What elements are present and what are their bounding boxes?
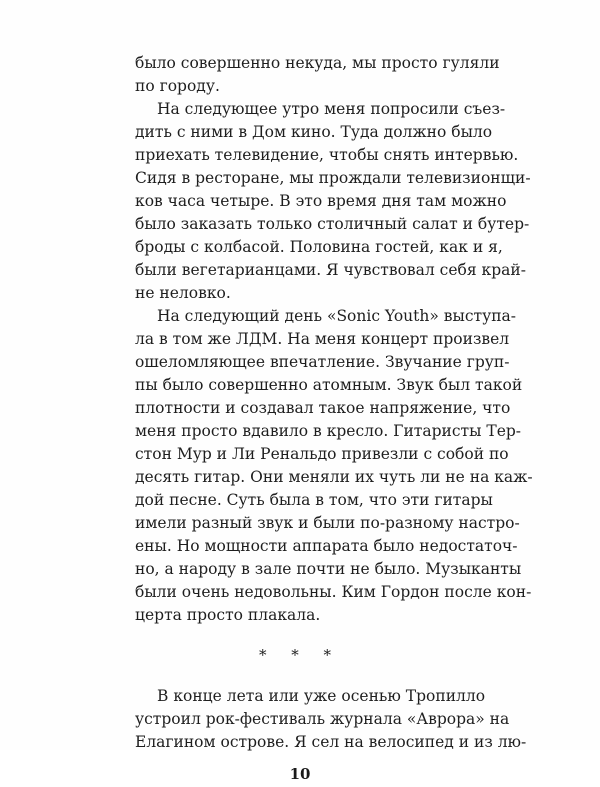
text-line: ков часа четыре. В это время дня там можно — [135, 192, 507, 210]
text-line: На следующее утро меня попросили съез- — [157, 100, 506, 118]
text-line: В конце лета или уже осенью Тропилло — [157, 687, 486, 705]
text-line: было заказать только столичный салат и бутер- — [135, 215, 530, 233]
text-line: меня просто вдавило в кресло. Гитаристы Тер- — [135, 422, 522, 440]
text-line: по городу. — [135, 77, 220, 95]
text-line: имели разный звук и были по-разному настро- — [135, 514, 520, 532]
section-separator: * * * — [258, 646, 342, 664]
text-line: броды с колбасой. Половина гостей, как и я, — [135, 238, 503, 256]
text-line: стон Мур и Ли Ренальдо привезли с собой по — [135, 445, 509, 463]
text-line: церта просто плакала. — [135, 606, 321, 624]
text-line: не неловко. — [135, 284, 231, 302]
text-line: На следующий день «Sonic Youth» выступа- — [157, 307, 517, 325]
text-line: дить с ними в Дом кино. Туда должно было — [135, 123, 493, 141]
text-line: плотности и создавал такое напряжение, что — [135, 399, 511, 417]
text-line: было совершенно некуда, мы просто гуляли — [135, 54, 500, 72]
text-line: ла в том же ЛДМ. На меня концерт произвел — [135, 330, 510, 348]
text-line: приехать телевидение, чтобы снять интервью. — [135, 146, 519, 164]
text-line: пы было совершенно атомным. Звук был такой — [135, 376, 523, 394]
text-line: были вегетарианцами. Я чувствовал себя край- — [135, 261, 526, 279]
page-number: 10 — [289, 765, 311, 783]
text-line: Сидя в ресторане, мы прождали телевизионщи- — [135, 169, 531, 187]
text-line: ены. Но мощности аппарата было недостаточ- — [135, 537, 518, 555]
text-line: ошеломляющее впечатление. Звучание груп- — [135, 353, 510, 371]
text-line: но, а народу в зале почти не было. Музыканты — [135, 560, 522, 578]
text-line: десять гитар. Они меняли их чуть ли не на каж- — [135, 468, 533, 486]
text-line: дой песне. Суть была в том, что эти гитары — [135, 491, 493, 509]
text-line: устроил рок-фестиваль журнала «Аврора» на — [135, 710, 510, 728]
text-line: Елагином острове. Я сел на велосипед и из лю- — [135, 733, 527, 751]
text-line: были очень недовольны. Ким Гордон после кон- — [135, 583, 532, 601]
